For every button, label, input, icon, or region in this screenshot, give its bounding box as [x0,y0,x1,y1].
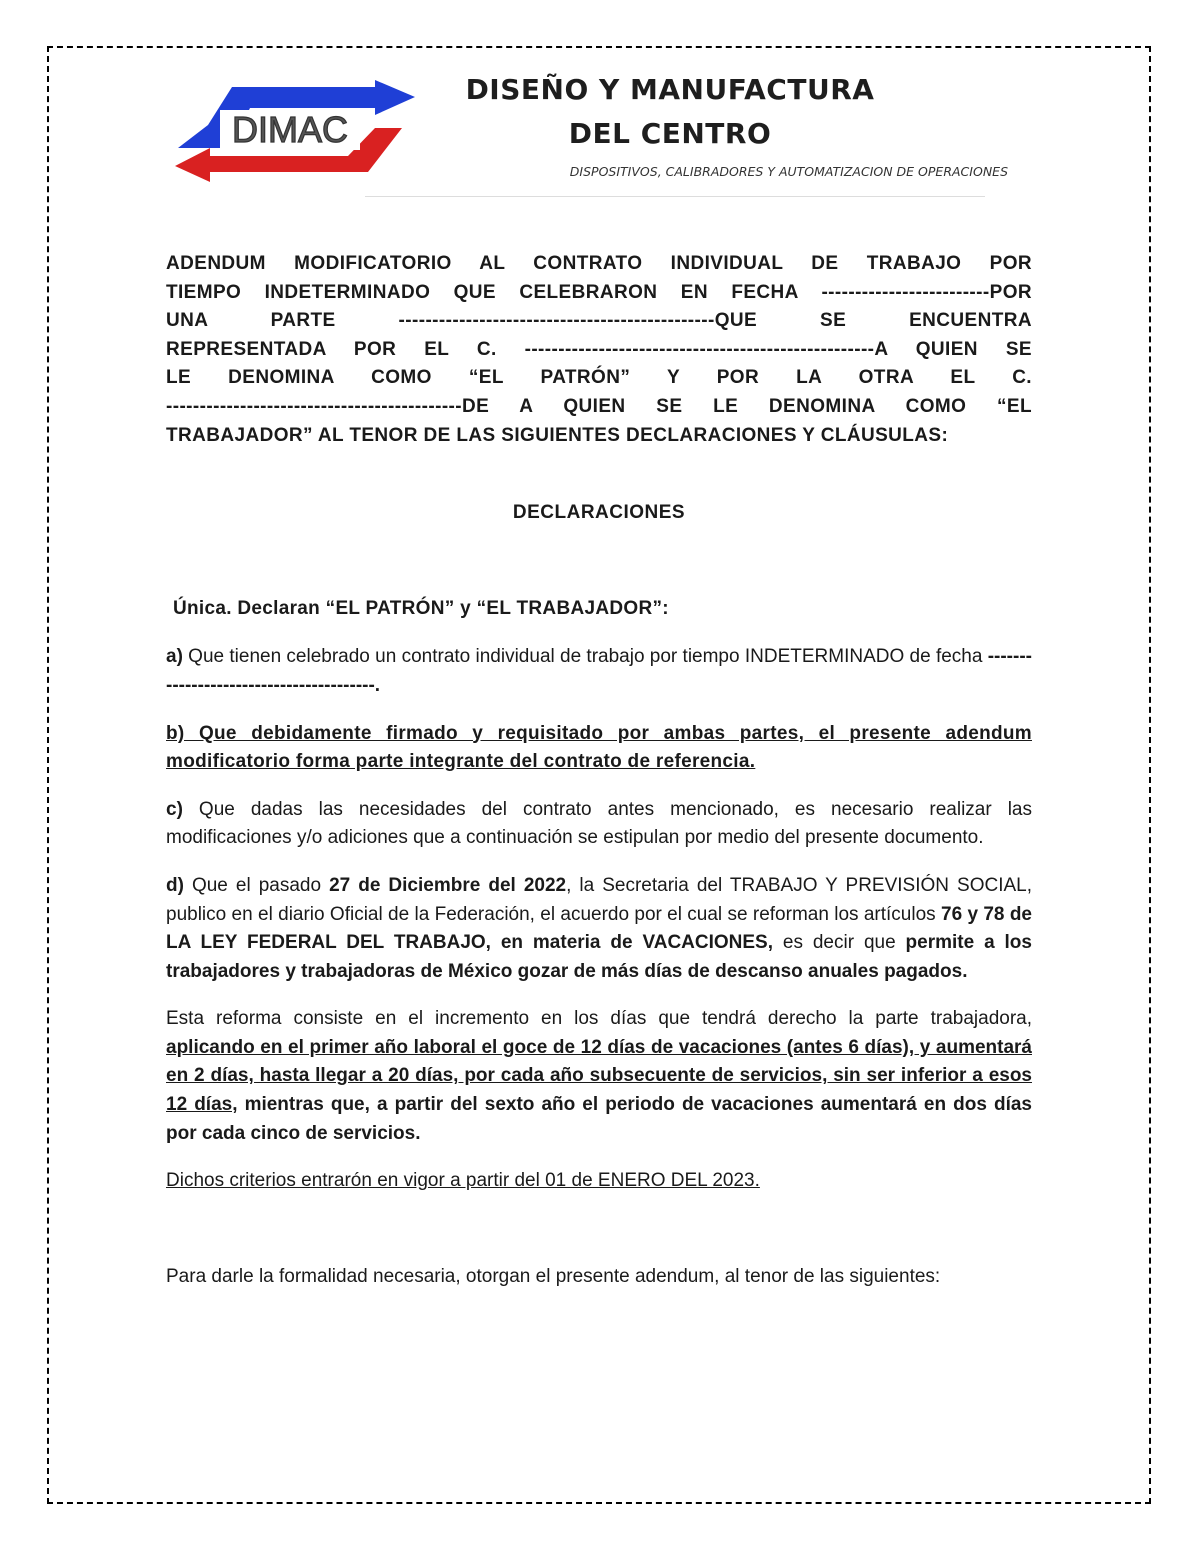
declaration-c-text: Que dadas las necesidades del contrato antes mencionado, es necesario realizar las modificaciones y/o adiciones que a continuación se estipulan por medio del presente documento. [166,798,1032,849]
company-name-line2: DEL CENTRO [568,117,772,150]
reform-text: Esta reforma consiste en el incremento en los días que tendrá derecho la parte trabajadora, [166,1008,1032,1030]
title-line: ADENDUM MODIFICATORIO AL CONTRATO INDIVIDUAL DE TRABAJO POR [166,253,1032,274]
closing-paragraph: Para darle la formalidad necesaria, otorgan el presente adendum, al tenor de las siguientes: [166,1265,941,1287]
declaration-d-benefit: permite a los trabajadores y trabajadoras de México gozar de más días de descanso anuales pagados. [166,932,1032,982]
document-header [165,62,1035,202]
declaration-d-date: 27 de Diciembre del 2022 [329,874,567,896]
declaration-d-text2: , la Secretaria del TRABAJO Y PREVISIÓN SOCIAL, publico en el diario Oficial de la Federación, el acuerdo por el cual se reforman los artículos [166,874,1032,925]
dimac-logo [170,70,415,185]
declaration-d-letter: d) [166,874,184,896]
reform-bold: mientras que, a partir del sexto año el periodo de vacaciones aumentará en dos días por cada cinco de servicios. [166,1094,1032,1144]
title-line: REPRESENTADA POR EL C. ----------------------------------------------------A QUIEN SE [166,338,1032,360]
criteria-paragraph: Dichos criterios entrarón en vigor a partir del 01 de ENERO DEL 2023. [166,1170,760,1192]
declaration-d [166,872,1032,986]
title-line: TIEMPO INDETERMINADO QUE CELEBRARON EN FECHA -------------------------POR [166,281,1032,303]
declaration-b: b) Que debidamente firmado y requisitado por ambas partes, el presente adendum modificatorio forma parte integrante del contrato de referencia. [166,722,1032,773]
title-line: LE DENOMINA COMO “EL PATRÓN” Y POR LA OTRA EL C. [166,367,1032,389]
section-heading: DECLARACIONES [512,502,686,524]
declaration-a [166,643,1032,700]
company-tagline: DISPOSITIVOS, CALIBRADORES Y AUTOMATIZACION DE OPERACIONES [569,164,1008,179]
declaration-a-blank: ----------------------------------------. [166,646,1032,696]
declaration-d-text1: Que el pasado [183,874,330,896]
title-line: TRABAJADOR” AL TENOR DE LAS SIGUIENTES DECLARACIONES Y CLÁUSULAS: [166,424,949,446]
declaration-c [166,796,1032,853]
unica-heading: Única. Declaran “EL PATRÓN” y “EL TRABAJADOR”: [173,597,669,619]
declaration-d-articles: 76 y 78 de LA LEY FEDERAL DEL TRABAJO, en materia de VACACIONES, [166,903,1032,954]
contract-title [166,250,1032,450]
declaration-d-text3: es decir que [773,932,906,954]
title-line: UNA PARTE -----------------------------------------------QUE SE ENCUENTRA [166,310,1032,332]
logo-text: DIMAC [232,109,348,150]
company-name [445,68,895,156]
declaration-a-text: Que tienen celebrado un contrato individual de trabajo por tiempo INDETERMINADO de fecha [182,646,988,668]
header-divider [365,196,985,197]
reform-underlined: aplicando en el primer año laboral el goce de 12 días de vacaciones (antes 6 días), y aumentará en 2 días, hasta llegar a 20 días, por cada año subsecuente de servicios, sin ser inferior a esos 12 días, [166,1036,1032,1116]
document-body [166,250,1032,1291]
title-line: --------------------------------------------DE A QUIEN SE LE DENOMINA COMO “EL [166,395,1032,417]
reform-paragraph [166,1005,1032,1148]
company-name-line1: DISEÑO Y MANUFACTURA [465,73,875,106]
declaration-c-letter: c) [166,798,183,820]
declaration-a-letter: a) [166,646,183,668]
